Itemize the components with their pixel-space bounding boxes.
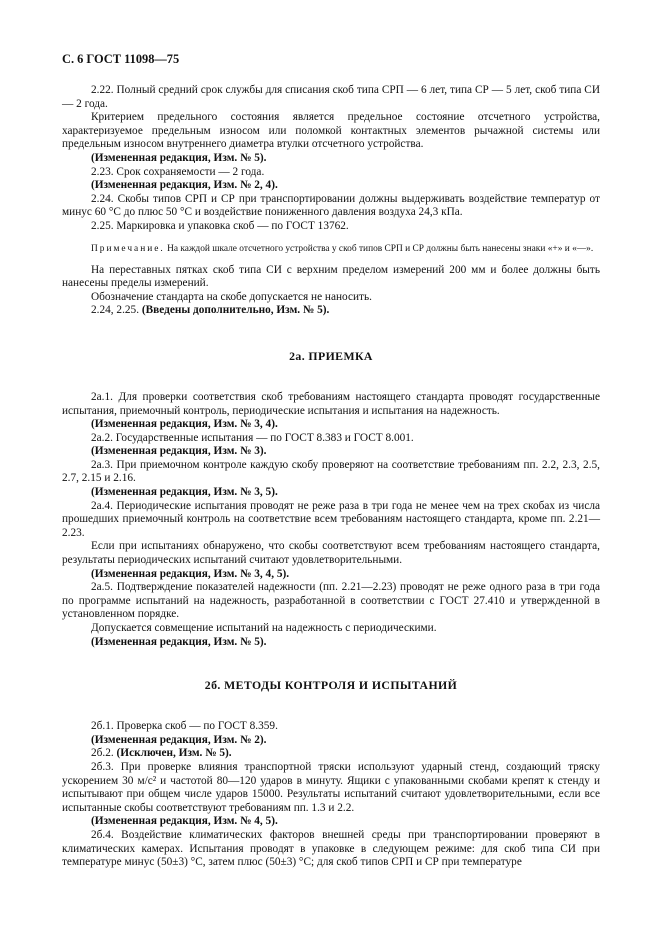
clause-number: 2.24, 2.25. — [91, 304, 142, 317]
clause-2a-4: 2а.4. Периодические испытания проводят не реже раза в три года не менее чем на трех скобах из числа прошедших приемочный контроль на соответствие всем требованиям настоящего стандарта, кроме пп. 2.21—2.23. — [62, 499, 600, 539]
clause-2-24: 2.24. Скобы типов СРП и СР при транспортировании должны выдерживать воздействие температур от минус 60 °С до плюс 50 °С и воздействие пониженного давления воздуха 24,3 кПа. — [62, 192, 600, 219]
document-page — [62, 52, 600, 870]
clause-2a-1: 2а.1. Для проверки соответствия скоб требованиям настоящего стандарта проводят государственные испытания, приемочный контроль, периодические испытания и испытания на надежность. — [62, 390, 600, 417]
paragraph-si-limits: На переставных пятках скоб типа СИ с верхним пределом измерений 200 мм и более должны быть нанесены пределы измерений. — [62, 263, 600, 290]
note-label: Примечание. — [91, 243, 165, 254]
amendment-note: (Измененная редакция, Изм. № 4, 5). — [91, 815, 278, 828]
amendment-note: (Измененная редакция, Изм. № 3, 4). — [91, 418, 278, 431]
clause-2b-2 — [62, 747, 600, 761]
section-title-acceptance: 2а. ПРИЕМКА — [289, 348, 373, 363]
clause-2-23: 2.23. Срок сохраняемости — 2 года. — [91, 165, 265, 178]
paragraph-designation: Обозначение стандарта на скобе допускается не наносить. — [91, 290, 372, 303]
clause-2b-3: 2б.3. При проверке влияния транспортной тряски используют ударный стенд, создающий тряску ускорением 30 м/с² и частотой 80—120 ударов в минуту. Ящики с упакованными скобами крепят к стенду и испытывают при общем числе ударов 15000. Результаты испытаний считают удовлетворительными, если все испытанные скобы соответствуют требованиям пп. 1.3 и 2.2. — [62, 760, 600, 814]
amendment-note: (Измененная редакция, Изм. № 3, 4, 5). — [91, 567, 290, 580]
paragraph-periodic-result: Если при испытаниях обнаружено, что скобы соответствуют всем требованиям настоящего стандарта, результаты периодических испытаний считают удовлетворительными. — [62, 540, 600, 567]
paragraph-criterion: Критерием предельного состояния является предельное состояние отсчетного устройства, характеризуемое предельным износом или поломкой контактных элементов рычажной системы или предельным износом внутреннего диаметра втулки отсчетного устройства. — [62, 111, 600, 151]
clause-2b-1: 2б.1. Проверка скоб — по ГОСТ 8.359. — [91, 720, 278, 733]
amendment-note: (Измененная редакция, Изм. № 5). — [91, 635, 267, 648]
clause-number: 2б.2. — [91, 747, 117, 760]
clause-2-24-2-25-added — [62, 304, 600, 318]
note-paragraph — [62, 243, 600, 256]
clause-2-25: 2.25. Маркировка и упаковка скоб — по ГОСТ 13762. — [91, 219, 349, 232]
amendment-note: (Введены дополнительно, Изм. № 5). — [141, 304, 330, 317]
amendment-note: (Исключен, Изм. № 5). — [116, 747, 232, 760]
clause-2a-5: 2а.5. Подтверждение показателей надежности (пп. 2.21—2.23) проводят не реже одного раза в три года по программе испытаний на надежность, разработанной в соответствии с ГОСТ 27.410 и утвержденной в установленном порядке. — [62, 581, 600, 621]
clause-2a-2: 2а.2. Государственные испытания — по ГОСТ 8.383 и ГОСТ 8.001. — [91, 431, 414, 444]
note-text: На каждой шкале отсчетного устройства у скоб типов СРП и СР должны быть нанесены знаки «+» и «—». — [164, 243, 594, 254]
section-title-methods: 2б. МЕТОДЫ КОНТРОЛЯ И ИСПЫТАНИЙ — [204, 678, 458, 693]
amendment-note: (Измененная редакция, Изм. № 2, 4). — [91, 179, 278, 192]
clause-2a-3: 2а.3. При приемочном контроле каждую скобу проверяют на соответствие требованиям пп. 2.2, 2.3, 2.5, 2.7, 2.15 и 2.16. — [62, 458, 600, 485]
amendment-note: (Измененная редакция, Изм. № 2). — [91, 733, 267, 746]
page-header: С. 6 ГОСТ 11098—75 — [62, 52, 180, 66]
clause-2-22: 2.22. Полный средний срок службы для списания скоб типа СРП — 6 лет, типа СР — 5 лет, скоб типа СИ — 2 года. — [62, 84, 600, 110]
paragraph-combined-tests: Допускается совмещение испытаний на надежность с периодическими. — [91, 622, 437, 634]
clause-2b-4: 2б.4. Воздействие климатических факторов внешней среды при транспортировании проверяют в климатических камерах. Испытания проводят в упаковке в следующем режиме: для скоб типа СИ при температуре минус (50±3) °С, затем плюс (50±3) °С; для скоб типов СРП и СР при температуре — [62, 828, 600, 869]
amendment-note: (Измененная редакция, Изм. № 3, 5). — [91, 486, 278, 499]
amendment-note: (Измененная редакция, Изм. № 5). — [91, 151, 267, 164]
amendment-note: (Измененная редакция, Изм. № 3). — [91, 445, 267, 458]
